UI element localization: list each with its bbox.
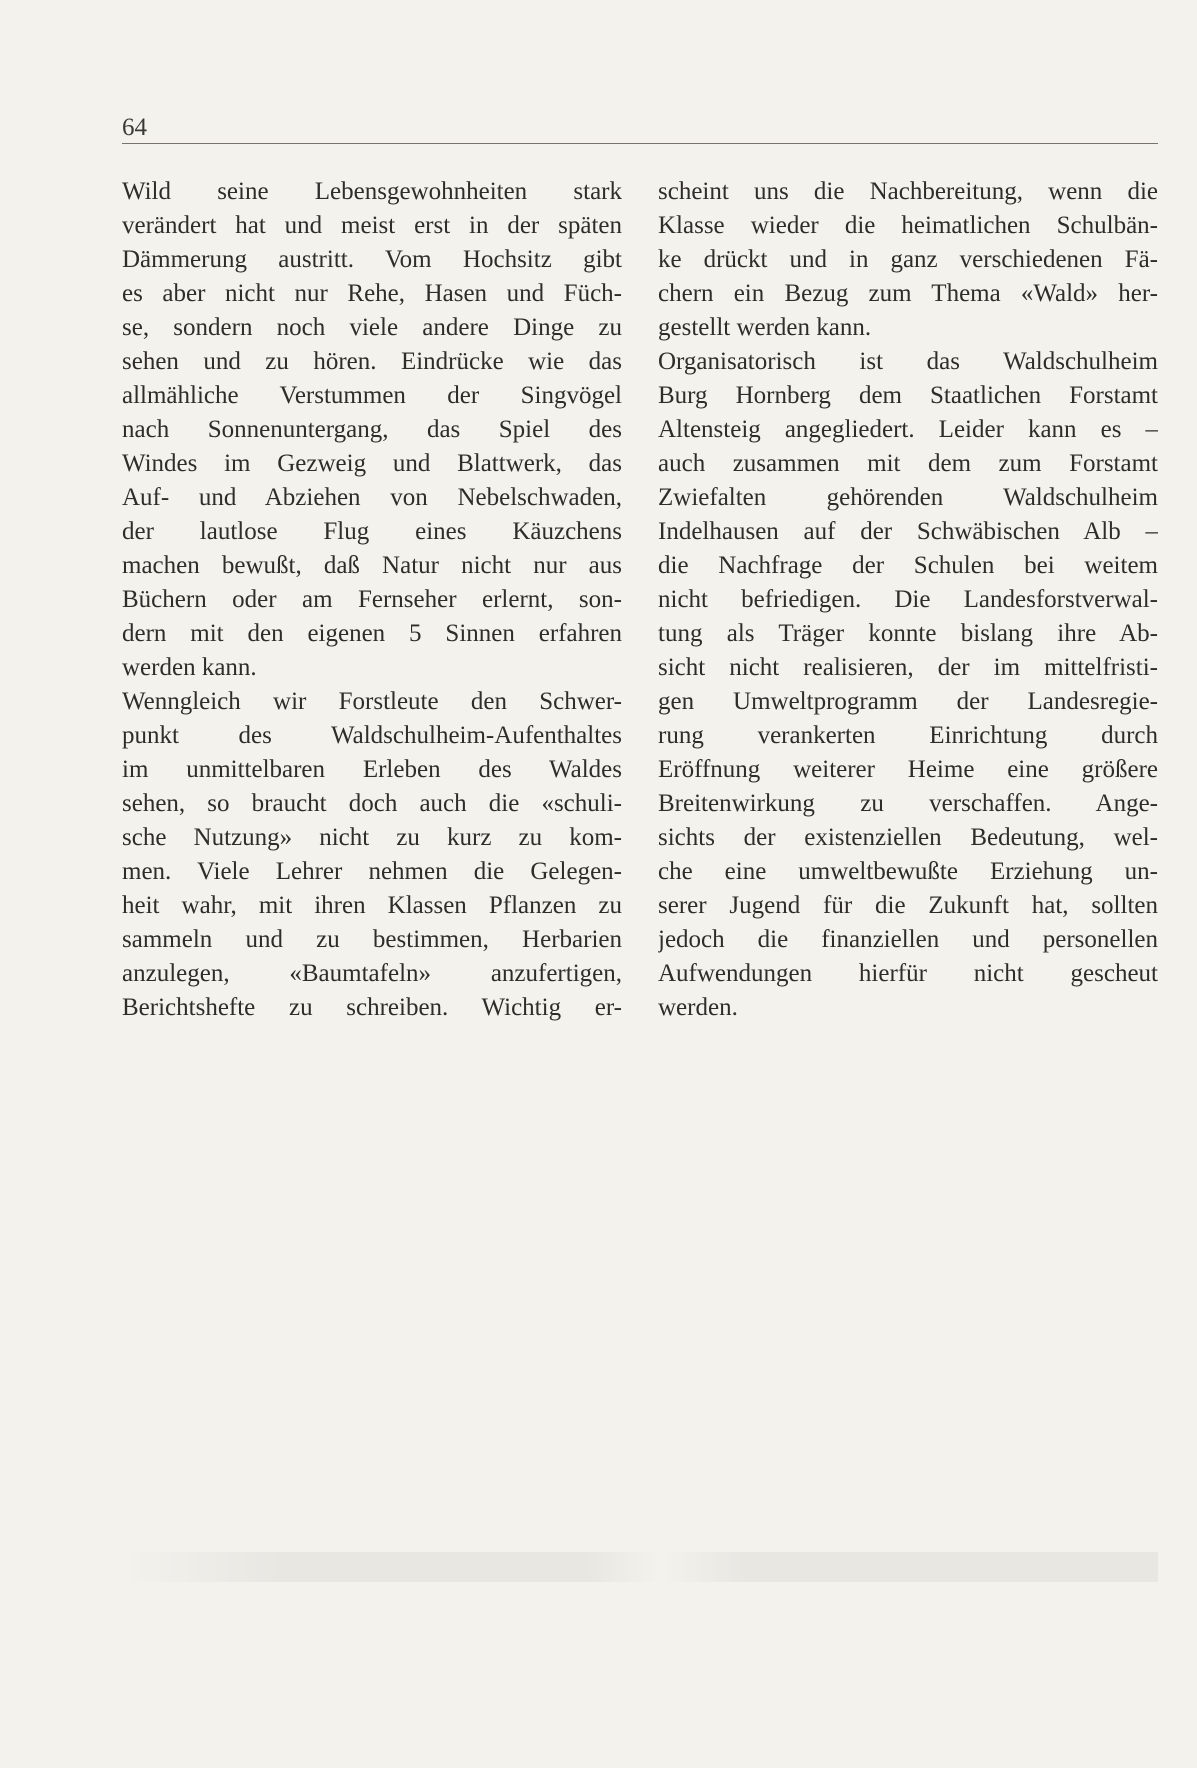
text-line: werden kann. — [122, 654, 257, 681]
text-line: Büchern oder am Fernseher erlernt, son- — [122, 586, 622, 613]
text-line: im unmittelbaren Erleben des Waldes — [122, 756, 622, 783]
text-line: chern ein Bezug zum Thema «Wald» her- — [658, 280, 1158, 307]
text-line: nicht befriedigen. Die Landesforstverwal- — [658, 586, 1158, 613]
text-line: men. Viele Lehrer nehmen die Gelegen- — [122, 858, 622, 885]
text-line: rung verankerten Einrichtung durch — [658, 722, 1158, 749]
text-line: Dämmerung austritt. Vom Hochsitz gibt — [122, 246, 622, 273]
text-line: die Nachfrage der Schulen bei weitem — [658, 552, 1158, 579]
left-text-column — [122, 175, 622, 1025]
text-line: ke drückt und in ganz verschiedenen Fä- — [658, 246, 1158, 273]
text-line: sicht nicht realisieren, der im mittelfristi- — [658, 654, 1158, 681]
text-line: Auf- und Abziehen von Nebelschwaden, — [122, 484, 622, 511]
text-line: der lautlose Flug eines Käuzchens — [122, 518, 622, 545]
page-number: 64 — [122, 114, 147, 141]
text-line: Zwiefalten gehörenden Waldschulheim — [658, 484, 1158, 511]
text-line: sichts der existenziellen Bedeutung, wel- — [658, 824, 1158, 851]
text-line: verändert hat und meist erst in der späten — [122, 212, 622, 239]
text-line: Wild seine Lebensgewohnheiten stark — [122, 178, 622, 205]
text-line: gen Umweltprogramm der Landesregie- — [658, 688, 1158, 715]
text-line: Breitenwirkung zu verschaffen. Ange- — [658, 790, 1158, 817]
text-line: gestellt werden kann. — [658, 314, 872, 341]
text-line: werden. — [658, 994, 738, 1021]
show-through-texture — [122, 1552, 1158, 1582]
text-line: heit wahr, mit ihren Klassen Pflanzen zu — [122, 892, 622, 919]
header-rule — [122, 143, 1158, 144]
text-line: machen bewußt, daß Natur nicht nur aus — [122, 552, 622, 579]
text-line: nach Sonnenuntergang, das Spiel des — [122, 416, 622, 443]
text-line: Aufwendungen hierfür nicht gescheut — [658, 960, 1158, 987]
text-line: Altensteig angegliedert. Leider kann es – — [658, 416, 1158, 443]
text-line: allmähliche Verstummen der Singvögel — [122, 382, 622, 409]
text-line: Berichtshefte zu schreiben. Wichtig er- — [122, 994, 622, 1021]
text-line: se, sondern noch viele andere Dinge zu — [122, 314, 622, 341]
text-line: dern mit den eigenen 5 Sinnen erfahren — [122, 620, 622, 647]
text-line: sehen, so braucht doch auch die «schuli- — [122, 790, 622, 817]
text-line: anzulegen, «Baumtafeln» anzufertigen, — [122, 960, 622, 987]
text-line: Windes im Gezweig und Blattwerk, das — [122, 450, 622, 477]
text-line: che eine umweltbewußte Erziehung un- — [658, 858, 1158, 885]
text-line: Klasse wieder die heimatlichen Schulbän- — [658, 212, 1158, 239]
text-line: auch zusammen mit dem zum Forstamt — [658, 450, 1158, 477]
text-line: Burg Hornberg dem Staatlichen Forstamt — [658, 382, 1158, 409]
text-line: jedoch die finanziellen und personellen — [658, 926, 1158, 953]
text-line: punkt des Waldschulheim-Aufenthaltes — [122, 722, 622, 749]
text-line: es aber nicht nur Rehe, Hasen und Füch- — [122, 280, 622, 307]
text-line: tung als Träger konnte bislang ihre Ab- — [658, 620, 1158, 647]
text-line: sammeln und zu bestimmen, Herbarien — [122, 926, 622, 953]
text-line: Eröffnung weiterer Heime eine größere — [658, 756, 1158, 783]
text-line: scheint uns die Nachbereitung, wenn die — [658, 178, 1158, 205]
right-text-column — [658, 175, 1158, 1025]
text-line: Wenngleich wir Forstleute den Schwer- — [122, 688, 622, 715]
text-line: Indelhausen auf der Schwäbischen Alb – — [658, 518, 1158, 545]
text-line: sehen und zu hören. Eindrücke wie das — [122, 348, 622, 375]
text-line: Organisatorisch ist das Waldschulheim — [658, 348, 1158, 375]
text-line: serer Jugend für die Zukunft hat, sollten — [658, 892, 1158, 919]
text-line: sche Nutzung» nicht zu kurz zu kom- — [122, 824, 622, 851]
